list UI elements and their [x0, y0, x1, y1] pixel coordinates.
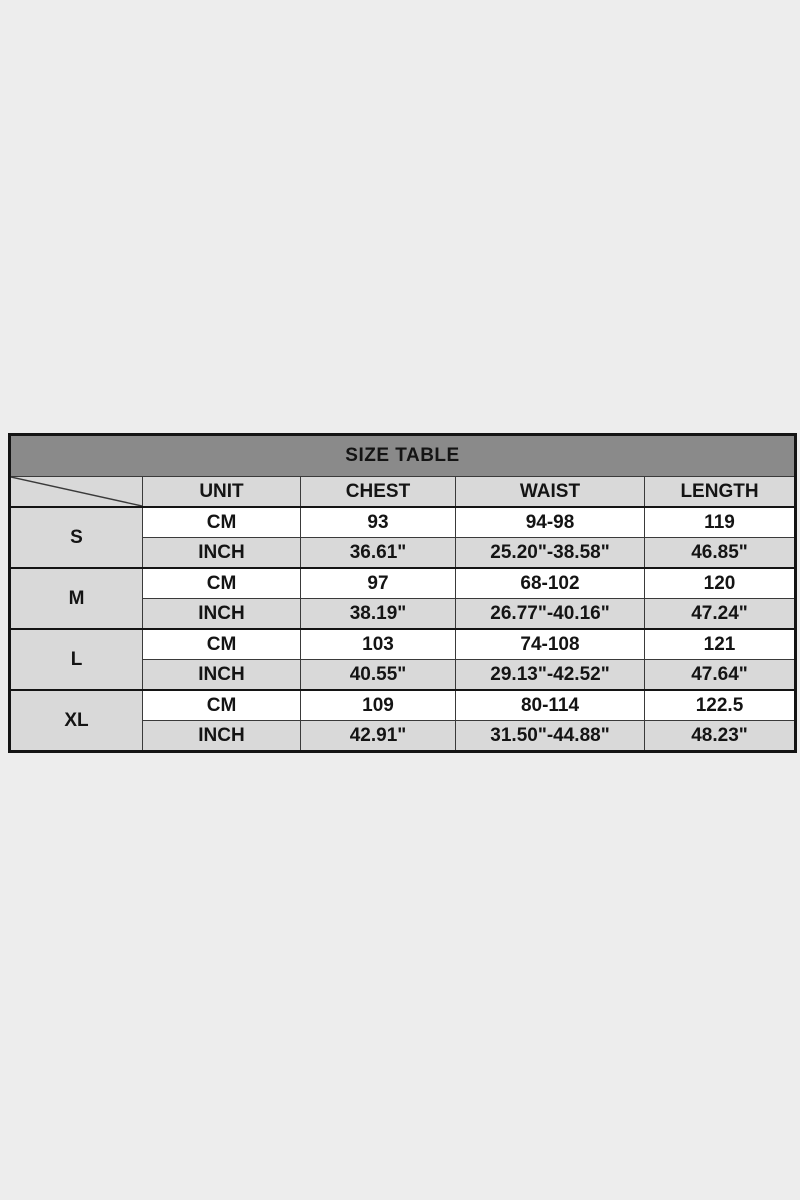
- cell-unit: INCH: [143, 599, 301, 630]
- cell-unit: CM: [143, 629, 301, 660]
- cell-length: 47.24": [645, 599, 796, 630]
- cell-chest: 36.61": [301, 538, 456, 569]
- cell-length: 121: [645, 629, 796, 660]
- table-title: SIZE TABLE: [10, 435, 796, 477]
- cell-waist: 26.77"-40.16": [456, 599, 645, 630]
- cell-length: 48.23": [645, 721, 796, 752]
- cell-unit: CM: [143, 507, 301, 538]
- cell-waist: 29.13"-42.52": [456, 660, 645, 691]
- size-table: [8, 433, 797, 753]
- cell-unit: CM: [143, 568, 301, 599]
- col-header-length: LENGTH: [645, 477, 796, 508]
- cell-waist: 68-102: [456, 568, 645, 599]
- diagonal-header-cell: [10, 477, 143, 508]
- cell-chest: 93: [301, 507, 456, 538]
- col-header-chest: CHEST: [301, 477, 456, 508]
- cell-unit: INCH: [143, 721, 301, 752]
- title-row: [10, 435, 796, 477]
- cell-unit: INCH: [143, 660, 301, 691]
- diagonal-line-icon: [11, 477, 142, 506]
- cell-unit: CM: [143, 690, 301, 721]
- size-label-m: M: [10, 568, 143, 629]
- size-label-l: L: [10, 629, 143, 690]
- size-label-xl: XL: [10, 690, 143, 752]
- cell-chest: 97: [301, 568, 456, 599]
- cell-length: 46.85": [645, 538, 796, 569]
- cell-waist: 31.50"-44.88": [456, 721, 645, 752]
- cell-waist: 74-108: [456, 629, 645, 660]
- table-row: [10, 507, 796, 538]
- cell-waist: 94-98: [456, 507, 645, 538]
- cell-waist: 80-114: [456, 690, 645, 721]
- cell-waist: 25.20"-38.58": [456, 538, 645, 569]
- table-row: [10, 568, 796, 599]
- header-row: [10, 477, 796, 508]
- cell-length: 47.64": [645, 660, 796, 691]
- cell-chest: 38.19": [301, 599, 456, 630]
- cell-unit: INCH: [143, 538, 301, 569]
- size-label-s: S: [10, 507, 143, 568]
- col-header-waist: WAIST: [456, 477, 645, 508]
- cell-length: 122.5: [645, 690, 796, 721]
- table-row: [10, 629, 796, 660]
- cell-length: 120: [645, 568, 796, 599]
- cell-chest: 103: [301, 629, 456, 660]
- cell-chest: 42.91": [301, 721, 456, 752]
- col-header-unit: UNIT: [143, 477, 301, 508]
- cell-chest: 109: [301, 690, 456, 721]
- table-row: [10, 690, 796, 721]
- cell-chest: 40.55": [301, 660, 456, 691]
- cell-length: 119: [645, 507, 796, 538]
